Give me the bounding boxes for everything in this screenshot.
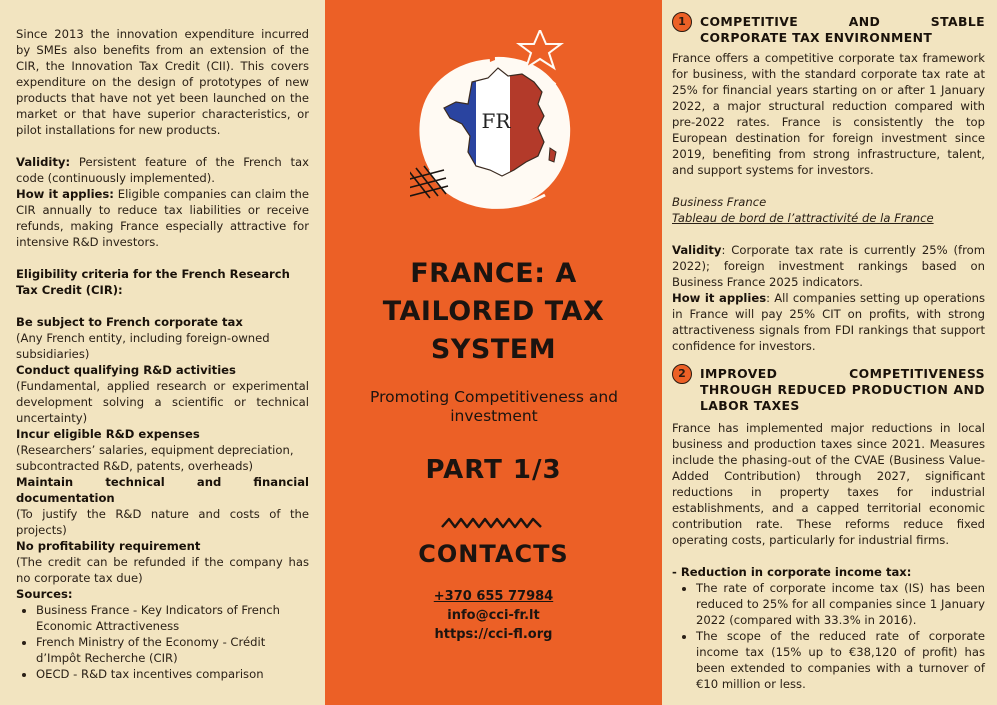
criteria-title: No profitability requirement bbox=[16, 539, 201, 553]
section-2-subheading: - Reduction in corporate income tax: bbox=[672, 565, 912, 579]
website-link[interactable]: https://cci-fl.org bbox=[434, 627, 553, 642]
criteria-desc: (Fundamental, applied research or experimental development solving a scientific or technical uncertainty) bbox=[16, 379, 309, 425]
brochure-title bbox=[325, 255, 662, 369]
source-org: Business France bbox=[672, 195, 767, 209]
email-link[interactable]: info@cci-fr.lt bbox=[447, 608, 540, 623]
criteria-desc: (The credit can be refunded if the company has no corporate tax due) bbox=[16, 555, 309, 585]
logo-text: FR bbox=[481, 109, 511, 133]
criteria-desc: (Researchers’ salaries, equipment depreciation, subcontracted R&D, patents, overheads) bbox=[16, 443, 294, 473]
applies-text: : All companies setting up operations in France will pay 25% CIT on profits, with strong attractiveness signals from FDI rankings that support confidence for investors. bbox=[672, 291, 985, 353]
section-1-header bbox=[672, 14, 985, 46]
validity-label: Validity: bbox=[16, 155, 71, 169]
title-line: FRANCE: A bbox=[410, 258, 577, 289]
applies-paragraph bbox=[16, 186, 309, 250]
title-line: TAILORED TAX bbox=[382, 296, 605, 327]
applies-text: Eligible companies can claim the CIR annually to reduce tax liabilities or receive refunds, making France especially attractive for intensive R&D investors. bbox=[16, 187, 309, 249]
section-number-badge: 2 bbox=[672, 364, 692, 384]
bullet-item: • The rate of corporate income tax (IS) has been reduced to 25% for all companies since 1 January 2022 (compared with 33.3% in 2016). bbox=[696, 580, 985, 628]
center-panel bbox=[325, 0, 662, 705]
contacts-heading: CONTACTS bbox=[418, 540, 569, 568]
source-item: • French Ministry of the Economy - Crédit d’Impôt Recherche (CIR) bbox=[36, 634, 309, 666]
validity-text: : Corporate tax rate is currently 25% (from 2022); foreign investment rankings based on Business France 2025 indicators. bbox=[672, 243, 985, 289]
right-panel bbox=[662, 0, 997, 705]
phone-link[interactable]: +370 655 77984 bbox=[433, 589, 554, 604]
sources-list bbox=[16, 602, 309, 682]
section-2-header bbox=[672, 366, 985, 414]
contact-details bbox=[325, 587, 662, 644]
validity-text: Persistent feature of the French tax code (continuously implemented). bbox=[16, 155, 309, 185]
criteria-desc: (Any French entity, including foreign-owned subsidiaries) bbox=[16, 331, 270, 361]
squiggle-divider bbox=[440, 515, 545, 531]
section-1-body: France offers a competitive corporate tax framework for business, with the standard corporate tax rate at 25% for financial years starting on or after 1 January 2022, a major structural reduction compared with pre-2022 rates. France is consistently the top European destination for foreign investment since 2019, benefiting from strong infrastructure, talent, and support systems for investors. bbox=[672, 51, 985, 177]
section-1-applies bbox=[672, 290, 985, 354]
source-doc-link[interactable]: Tableau de bord de l’attractivité de la France bbox=[672, 211, 934, 225]
cii-intro: Since 2013 the innovation expenditure incurred by SMEs also benefits from an extension of the CIR, the Innovation Tax Credit (CII). This covers expenditure on the design of prototypes of new products that have not yet been launched on the market or that have superior characteristics, or pilot installations for new products. bbox=[16, 27, 309, 137]
left-panel bbox=[0, 0, 325, 705]
sources-label: Sources: bbox=[16, 587, 73, 601]
france-map-logo bbox=[410, 30, 580, 230]
source-item: • Business France - Key Indicators of French Economic Attractiveness bbox=[36, 602, 309, 634]
criteria-heading: Eligibility criteria for the French Research Tax Credit (CIR): bbox=[16, 267, 290, 297]
validity-label: Validity bbox=[672, 243, 722, 257]
validity-paragraph bbox=[16, 154, 309, 186]
brochure-subtitle: Promoting Competitiveness and investment bbox=[370, 388, 618, 425]
applies-label: How it applies bbox=[672, 291, 767, 305]
criteria-title: Maintain technical and financial documentation bbox=[16, 475, 309, 505]
title-line: SYSTEM bbox=[430, 334, 557, 365]
bullet-item: • The scope of the reduced rate of corporate income tax (15% up to €38,120 of profit) has been extended to companies with a turnover of €10 million or less. bbox=[696, 628, 985, 692]
section-1-title: COMPETITIVE AND STABLE CORPORATE TAX ENVIRONMENT bbox=[700, 14, 985, 45]
source-item: • OECD - R&D tax incentives comparison bbox=[36, 666, 309, 682]
criteria-desc: (To justify the R&D nature and costs of the projects) bbox=[16, 507, 309, 537]
criteria-title: Be subject to French corporate tax bbox=[16, 315, 243, 329]
criteria-title: Incur eligible R&D expenses bbox=[16, 427, 200, 441]
criteria-list bbox=[16, 314, 309, 586]
section-number-badge: 1 bbox=[672, 12, 692, 32]
applies-label: How it applies: bbox=[16, 187, 114, 201]
section-1-validity bbox=[672, 242, 985, 290]
part-indicator: PART 1/3 bbox=[425, 455, 562, 485]
section-2-title: IMPROVED COMPETITIVENESS THROUGH REDUCED PRODUCTION AND LABOR TAXES bbox=[700, 366, 985, 413]
section-2-bullets bbox=[672, 580, 985, 692]
criteria-title: Conduct qualifying R&D activities bbox=[16, 363, 236, 377]
section-2-body: France has implemented major reductions in local business and production taxes since 2021. Measures include the phasing-out of the CVAE (Business Value-Added Contribution) through 2027, significant reductions in property taxes for industrial establishments, and a capped territorial economic contribution rate. These reforms reduce fixed operating costs, particularly for industrial firms. bbox=[672, 421, 985, 547]
